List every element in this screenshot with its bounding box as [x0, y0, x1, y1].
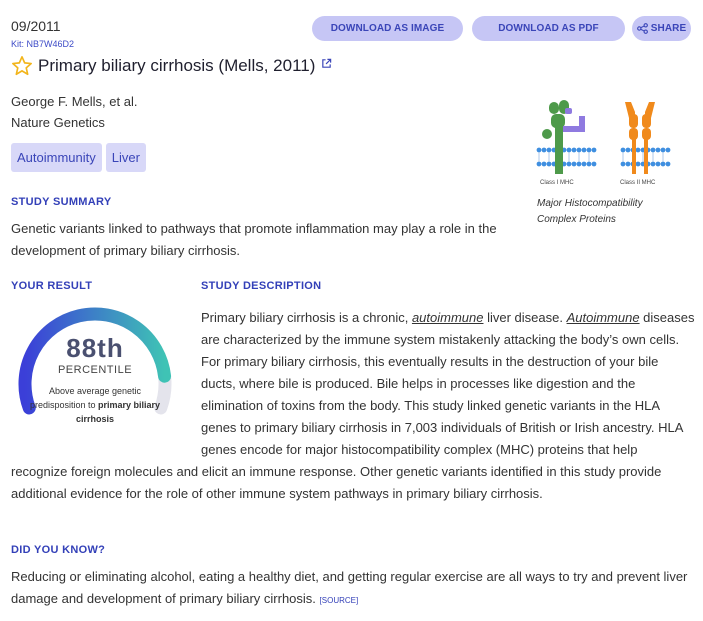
percentile-value: 88th	[66, 333, 124, 363]
tag-autoimmunity[interactable]: Autoimmunity	[11, 143, 102, 172]
study-description-text	[11, 301, 696, 505]
mhc-illustration	[535, 98, 683, 190]
description-float-spacer	[11, 301, 201, 456]
autoimmune-link-2[interactable]: Autoimmune	[566, 310, 640, 325]
study-summary-text: Genetic variants linked to pathways that promote inflammation may play a role in the development of primary biliary cirrhosis.	[11, 221, 497, 258]
download-pdf-button[interactable]	[472, 16, 625, 41]
share-label: SHARE	[650, 23, 687, 34]
author: George F. Mells, et al.	[11, 94, 138, 109]
description-part-2: liver disease.	[483, 310, 567, 325]
study-title: Primary biliary cirrhosis (Mells, 2011)	[38, 56, 316, 75]
result-note-text: Above average genetic predisposition to	[29, 386, 142, 410]
journal: Nature Genetics	[11, 115, 105, 130]
tag-list	[11, 143, 146, 172]
description-part-1: Primary biliary cirrhosis is a chronic,	[201, 310, 412, 325]
autoimmune-link-1[interactable]: autoimmune	[411, 310, 484, 325]
external-link-icon[interactable]	[321, 58, 332, 69]
membrane-left	[537, 148, 597, 167]
result-note-condition: primary biliary cirrhosis	[75, 400, 161, 424]
figure-caption-line1: Major Histocompatibility	[537, 198, 643, 209]
peptide-shape	[563, 108, 585, 132]
your-result-heading: YOUR RESULT	[11, 280, 93, 292]
favorite-star-icon[interactable]	[11, 55, 33, 77]
kit-id: Kit: NB7W46D2	[11, 39, 75, 49]
did-you-know-body: Reducing or eliminating alcohol, eating a healthy diet, and getting regular exercise are all ways to try and prevent liver damage and development of primary biliary cirrhosis.	[11, 569, 688, 606]
class-i-label: Class I MHC	[540, 180, 574, 186]
title-row	[11, 55, 332, 77]
download-image-label: DOWNLOAD AS IMAGE	[330, 23, 445, 34]
did-you-know-text	[11, 566, 701, 612]
percentile-label: PERCENTILE	[57, 364, 133, 376]
report-date: 09/2011	[11, 18, 61, 34]
figure-caption-line2: Complex Proteins	[537, 214, 616, 225]
study-summary-heading: STUDY SUMMARY	[11, 196, 112, 208]
source-link[interactable]: [SOURCE]	[319, 596, 359, 605]
study-description-heading: STUDY DESCRIPTION	[201, 280, 322, 292]
download-pdf-label: DOWNLOAD AS PDF	[498, 23, 599, 34]
class-ii-label: Class II MHC	[620, 180, 656, 186]
tag-liver[interactable]: Liver	[106, 143, 146, 172]
share-button[interactable]	[632, 16, 691, 41]
figure-caption	[537, 196, 643, 228]
download-image-button[interactable]	[312, 16, 463, 41]
did-you-know-heading: DID YOU KNOW?	[11, 544, 106, 556]
description-part-3: diseases are characterized by the immune system mistakenly attacking the body’s own cells. For primary biliary cirrhosis, this eventually results in the destruction of your bile ducts, where bile is produced. Bile helps in processes like digestion and the elimination of toxins from the body. This study linked genetic variants in the HLA genes to primary biliary cirrhosis in 7,003 individuals of British or Irish ancestry. HLA genes encode for major histocompatibility complex (MHC) proteins that help recognize foreign molecules and elicit an immune response. Other genetic variants identified in this study provide additional evidence for the role of other immune system pathways in primary biliary cirrhosis.	[11, 310, 695, 501]
share-icon	[637, 23, 648, 34]
mhc-figure	[535, 98, 683, 195]
